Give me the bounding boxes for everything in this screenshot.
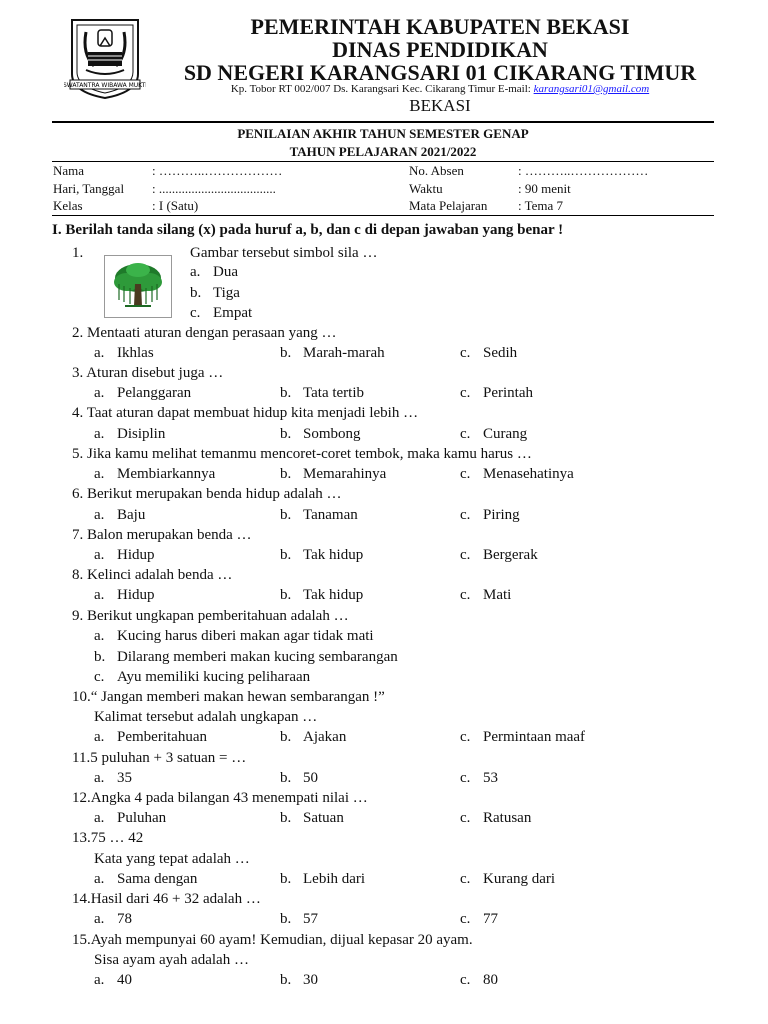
question-2: 2. Mentaati aturan dengan perasaan yang …	[72, 325, 337, 341]
letterhead-city: BEKASI	[409, 96, 471, 115]
option-c[interactable]: c. 77	[460, 911, 498, 927]
question-15-prompt: Sisa ayam ayah adalah …	[94, 952, 249, 968]
option-b[interactable]: b. Tak hidup	[280, 547, 364, 563]
hari-field[interactable]: : ....................................	[152, 181, 276, 196]
letterhead-school: SD NEGERI KARANGSARI 01 CIKARANG TIMUR	[183, 60, 697, 85]
question-1	[72, 245, 83, 262]
option-b[interactable]: b. 30	[280, 972, 318, 988]
question-10-prompt: Kalimat tersebut adalah ungkapan …	[94, 709, 318, 725]
letterhead-government: PEMERINTAH KABUPATEN BEKASI	[250, 14, 630, 39]
logo-motto: SWATANTRA WIBAWA MUKTI	[64, 82, 146, 89]
option-c[interactable]: c. Bergerak	[460, 547, 538, 563]
question-12: 12.Angka 4 pada bilangan 43 menempati nilai …	[72, 790, 368, 806]
option-b[interactable]: b. Sombong	[280, 426, 361, 442]
option-a[interactable]: a. Pemberitahuan	[94, 729, 207, 745]
option-b[interactable]: b. Tata tertib	[280, 385, 365, 401]
option-a[interactable]: a. 40	[94, 972, 132, 988]
question-7: 7. Balon merupakan benda …	[72, 527, 252, 543]
question-text: Gambar tersebut simbol sila …	[190, 245, 378, 261]
nama-field[interactable]: : ………..………………	[152, 163, 283, 178]
option-a[interactable]: a. Dua	[190, 264, 238, 280]
absen-field[interactable]: : ………..………………	[518, 163, 649, 178]
option-a[interactable]: a. Ikhlas	[94, 345, 154, 361]
option-a[interactable]: a. 35	[94, 770, 132, 786]
question-8: 8. Kelinci adalah benda …	[72, 567, 233, 583]
option-c[interactable]: c. Empat	[190, 305, 253, 321]
option-c[interactable]: c. 80	[460, 972, 498, 988]
option-b[interactable]: b. Satuan	[280, 810, 344, 826]
option-a[interactable]: a. Kucing harus diberi makan agar tidak mati	[94, 628, 374, 644]
question-14: 14.Hasil dari 46 + 32 adalah …	[72, 891, 261, 907]
option-a[interactable]: a. Membiarkannya	[94, 466, 216, 482]
instruction: I. Berilah tanda silang (x) pada huruf a, b, dan c di depan jawaban yang benar !	[52, 222, 564, 238]
option-b[interactable]: b. Memarahinya	[280, 466, 387, 482]
option-c[interactable]: c. Permintaan maaf	[460, 729, 586, 745]
email-link[interactable]: karangsari01@gmail.com	[533, 83, 650, 95]
option-a[interactable]: a. Hidup	[94, 547, 155, 563]
option-c[interactable]: c. Ayu memiliki kucing peliharaan	[94, 669, 311, 685]
question-4: 4. Taat aturan dapat membuat hidup kita menjadi lebih …	[72, 405, 419, 421]
option-a[interactable]: a. Pelanggaran	[94, 385, 192, 401]
option-c[interactable]: c. Perintah	[460, 385, 533, 401]
question-6: 6. Berikut merupakan benda hidup adalah …	[72, 486, 342, 502]
waktu-label: Waktu	[409, 181, 443, 196]
option-c[interactable]: c. Piring	[460, 507, 520, 523]
banyan-tree-icon	[104, 255, 172, 318]
option-c[interactable]: c. Mati	[460, 587, 512, 603]
option-b[interactable]: b. Tak hidup	[280, 587, 364, 603]
mapel-value: : Tema 7	[518, 198, 564, 213]
option-b[interactable]: b. Lebih dari	[280, 871, 366, 887]
kelas-label: Kelas	[53, 198, 83, 213]
option-a[interactable]: a. 78	[94, 911, 132, 927]
option-a[interactable]: a. Sama dengan	[94, 871, 198, 887]
option-c[interactable]: c. Sedih	[460, 345, 518, 361]
option-c[interactable]: c. Kurang dari	[460, 871, 556, 887]
question-13-prompt: Kata yang tepat adalah …	[94, 851, 250, 867]
option-c[interactable]: c. Ratusan	[460, 810, 532, 826]
option-a[interactable]: a. Hidup	[94, 587, 155, 603]
option-a[interactable]: a. Baju	[94, 507, 146, 523]
option-c[interactable]: c. 53	[460, 770, 498, 786]
letterhead-department: DINAS PENDIDIKAN	[332, 37, 548, 62]
option-a[interactable]: a. Disiplin	[94, 426, 166, 442]
question-9: 9. Berikut ungkapan pemberitahuan adalah …	[72, 608, 349, 624]
question-11: 11.5 puluhan + 3 satuan = …	[72, 750, 247, 766]
option-b[interactable]: b. Tiga	[190, 285, 240, 301]
exam-title: PENILAIAN AKHIR TAHUN SEMESTER GENAP	[237, 126, 529, 141]
kelas-value: : I (Satu)	[152, 198, 199, 213]
option-c[interactable]: c. Menasehatinya	[460, 466, 574, 482]
option-b[interactable]: b. Ajakan	[280, 729, 347, 745]
nama-label: Nama	[53, 163, 85, 178]
option-a[interactable]: a. Puluhan	[94, 810, 167, 826]
question-13: 13.75 … 42	[72, 830, 144, 846]
option-b[interactable]: b. Tanaman	[280, 507, 358, 523]
mapel-label: Mata Pelajaran	[409, 198, 488, 213]
question-number: 1.	[72, 245, 84, 261]
question-3: 3. Aturan disebut juga …	[72, 365, 224, 381]
question-15: 15.Ayah mempunyai 60 ayam! Kemudian, dijual kepasar 20 ayam.	[72, 932, 473, 948]
option-b[interactable]: b. 57	[280, 911, 318, 927]
hari-label: Hari, Tanggal	[53, 181, 125, 196]
waktu-value: : 90 menit	[518, 181, 571, 196]
option-b[interactable]: b. Marah-marah	[280, 345, 385, 361]
info-bottom-divider	[52, 215, 714, 216]
question-10: 10.“ Jangan memberi makan hewan sembarangan !”	[72, 689, 385, 705]
header-divider	[52, 121, 714, 123]
letterhead-address	[160, 83, 720, 95]
option-b[interactable]: b. Dilarang memberi makan kucing sembarangan	[94, 649, 398, 665]
info-top-divider	[52, 161, 714, 162]
exam-year: TAHUN PELAJARAN 2021/2022	[289, 144, 477, 159]
option-b[interactable]: b. 50	[280, 770, 318, 786]
absen-label: No. Absen	[409, 163, 464, 178]
address-text: Kp. Tobor RT 002/007 Ds. Karangsari Kec. Cikarang Timur E-mail:	[230, 83, 531, 95]
question-5: 5. Jika kamu melihat temanmu mencoret-coret tembok, maka kamu harus …	[72, 446, 532, 462]
option-c[interactable]: c. Curang	[460, 426, 528, 442]
regency-crest-icon	[64, 14, 146, 102]
